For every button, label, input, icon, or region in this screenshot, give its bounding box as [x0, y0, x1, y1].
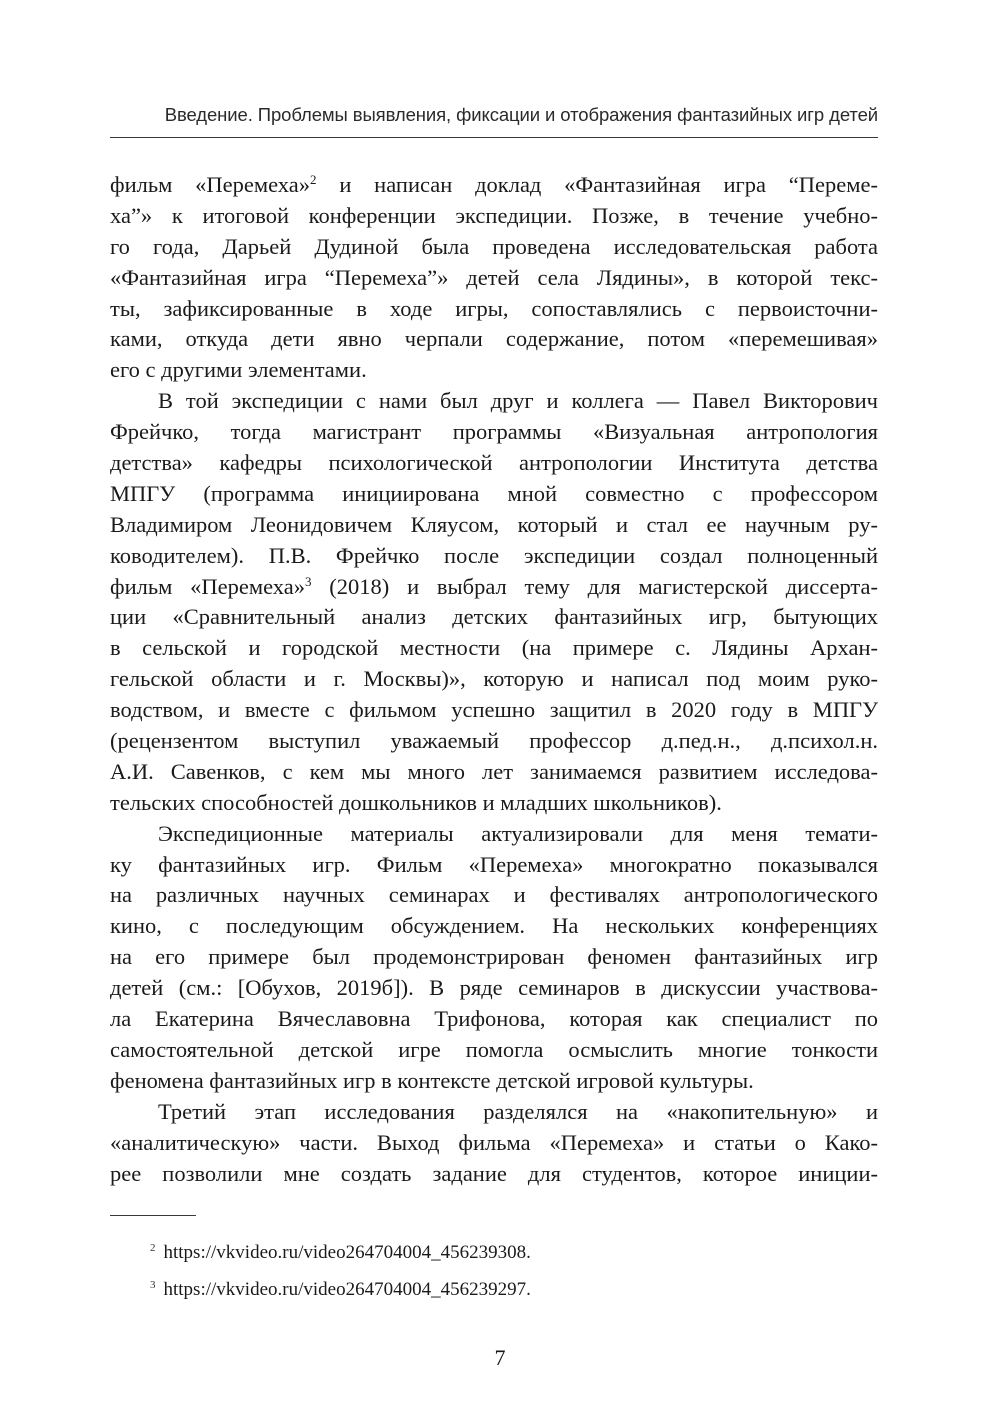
body-text — [110, 170, 878, 1189]
text-line: ха”» к итоговой конференции экспедиции. Позже, в течение учебно- — [110, 202, 878, 228]
text-line: Третий этап исследования разделялся на «накопительную» и — [158, 1098, 878, 1124]
footnote-rule — [110, 1215, 196, 1216]
footnote-number: 3 — [150, 1279, 156, 1291]
text-line: фильм «Перемеха»$^3$ (2018) и выбрал тему для магистерской диссерта- — [110, 573, 878, 599]
text-line: фильм «Перемеха»$^2$ и написан доклад «Фантазийная игра “Переме- — [110, 172, 878, 197]
text-line: гельской области и г. Москвы)», которую и написал под моим руко- — [110, 666, 878, 692]
footnote-link[interactable]: https://vkvideo.ru/video264704004_456239308. — [163, 1242, 531, 1263]
text-line: на его примере был продемонстрирован феномен фантазийных игр — [110, 944, 878, 970]
footnotes — [110, 1232, 878, 1306]
text-line: ции «Сравнительный анализ детских фантазийных игр, бытующих — [110, 604, 878, 630]
text-line: ками, откуда дети явно черпали содержание, потом «перемешивая» — [110, 326, 878, 352]
page-number: 7 — [494, 1345, 506, 1370]
text-line: на различных научных семинарах и фестивалях антропологического — [110, 882, 878, 908]
text-line: детей (см.: [Обухов, 2019б]). В ряде семинаров в дискуссии участвова- — [110, 975, 878, 1001]
footnote-number: 2 — [150, 1242, 156, 1254]
text-line: (рецензентом выступил уважаемый профессор д.пед.н., д.психол.н. — [110, 728, 878, 754]
text-line: ла Екатерина Вячеславовна Трифонова, которая как специалист по — [110, 1006, 878, 1032]
text-line: Фрейчко, тогда магистрант программы «Визуальная антропология — [110, 419, 878, 445]
text-line: тельских способностей дошкольников и младших школьников). — [110, 789, 722, 815]
footnote — [110, 1232, 878, 1269]
text-line: ку фантазийных игр. Фильм «Перемеха» многократно показывался — [110, 851, 878, 877]
text-line: кино, с последующим обсуждением. На нескольких конференциях — [110, 913, 878, 939]
text-line: Владимиром Леонидовичем Кляусом, который и стал ее научным ру- — [110, 511, 878, 537]
text-line: В той экспедиции с нами был друг и коллега — Павел Викторович — [158, 388, 878, 414]
text-line: рее позволили мне создать задание для студентов, которое иниции- — [110, 1160, 878, 1186]
text-line: «аналитическую» части. Выход фильма «Перемеха» и статьи о Како- — [110, 1129, 878, 1155]
text-line: ководителем). П.В. Фрейчко после экспедиции создал полноценный — [110, 542, 878, 568]
text-line: водством, и вместе с фильмом успешно защитил в 2020 году в МПГУ — [110, 697, 878, 723]
text-line: А.И. Савенков, с кем мы много лет занимаемся развитием исследова- — [110, 758, 878, 784]
footnote-ref[interactable]: 3 — [304, 573, 312, 589]
footnote-ref[interactable]: 2 — [310, 172, 317, 187]
text-line: в сельской и городской местности (на примере с. Лядины Архан- — [110, 635, 878, 661]
text-line: «Фантазийная игра “Перемеха”» детей села Лядины», в которой текс- — [110, 264, 878, 290]
header-rule — [110, 137, 878, 138]
text-line: его с другими элементами. — [110, 357, 367, 383]
text-line: детства» кафедры психологической антропологии Института детства — [110, 450, 878, 476]
footnote — [110, 1269, 878, 1306]
running-header: Введение. Проблемы выявления, фиксации и отображения фантазийных игр детей — [164, 104, 878, 125]
text-line: феномена фантазийных игр в контексте детской игровой культуры. — [110, 1067, 754, 1093]
text-line: ты, зафиксированные в ходе игры, сопоставлялись с первоисточни- — [110, 295, 878, 321]
footnote-link[interactable]: https://vkvideo.ru/video264704004_456239297. — [163, 1279, 531, 1300]
text-line: го года, Дарьей Дудиной была проведена исследовательская работа — [110, 233, 878, 259]
text-line: МПГУ (программа инициирована мной совместно с профессором — [110, 480, 878, 506]
text-line: самостоятельной детской игре помогла осмыслить многие тонкости — [110, 1036, 878, 1062]
text-line: Экспедиционные материалы актуализировали для меня темати- — [158, 820, 878, 846]
